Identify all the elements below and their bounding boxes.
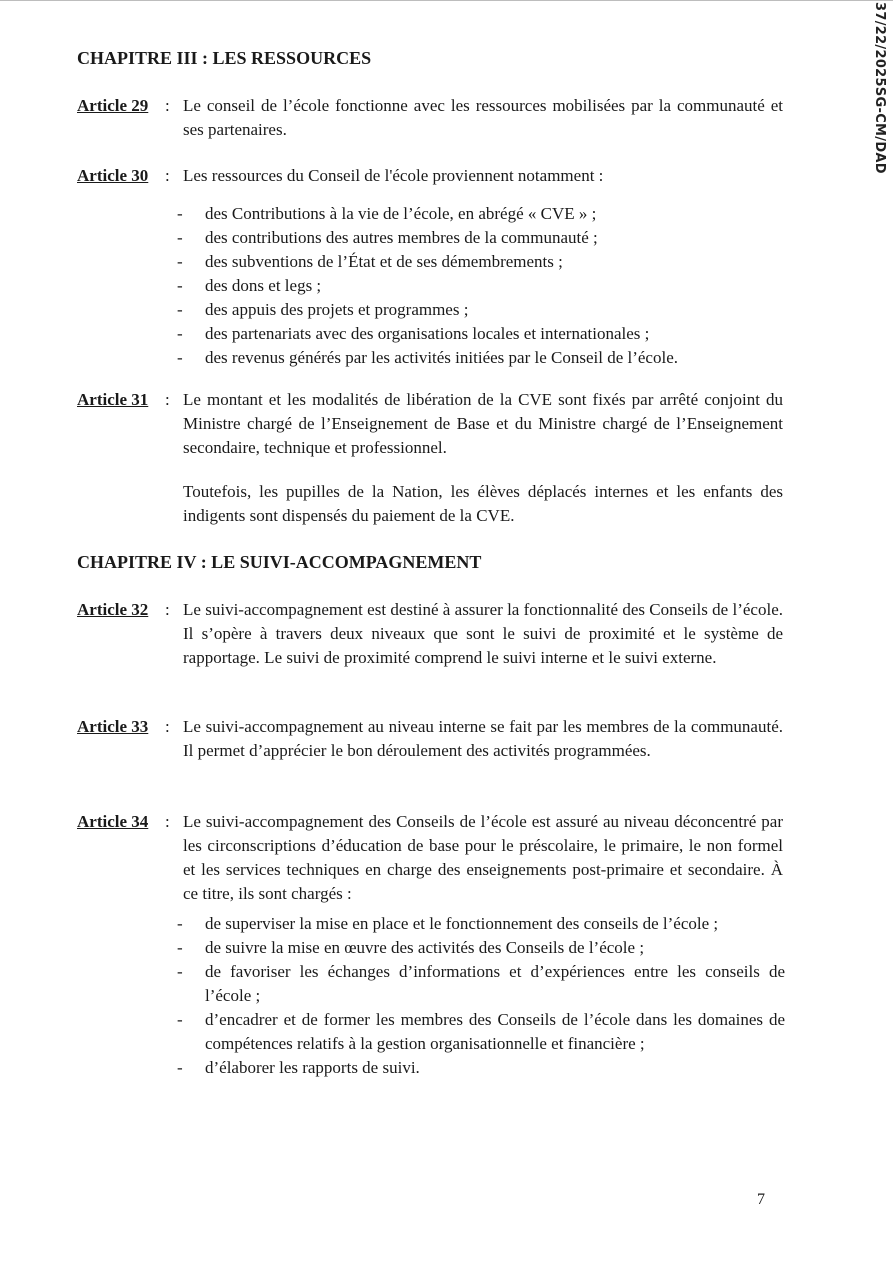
- article-32-number: Article 32: [77, 600, 149, 619]
- list-item: - de suivre la mise en œuvre des activités des Conseils de l’école ;: [175, 936, 785, 960]
- article-30-label: [77, 164, 148, 188]
- article-31-separator: :: [165, 390, 170, 409]
- list-item: - des partenariats avec des organisations locales et internationales ;: [175, 322, 785, 346]
- page-number: 7: [757, 1191, 765, 1208]
- article-34-body: [183, 810, 783, 906]
- article-30-list: [175, 202, 785, 370]
- list-item: - des dons et legs ;: [175, 274, 785, 298]
- list-item: - des contributions des autres membres de la communauté ;: [175, 226, 785, 250]
- reference-stamp: 37/22/2025SG-CM/DAD: [872, 2, 887, 174]
- article-33-label: [77, 715, 148, 739]
- article-32-label: [77, 598, 148, 622]
- article-32-text: Le suivi-accompagnement est destiné à assurer la fonctionnalité des Conseils de l’école. Il s’opère à travers deux niveaux que sont le suivi de proximité et le système de rapportage. Le suivi de proximité comprend le suivi interne et le suivi externe.: [183, 600, 783, 667]
- article-34-list: [175, 912, 785, 1080]
- article-31-body-2: [183, 480, 783, 528]
- list-item: - d’élaborer les rapports de suivi.: [175, 1056, 785, 1080]
- list-item: - des revenus générés par les activités initiées par le Conseil de l’école.: [175, 346, 785, 370]
- article-29-separator: :: [165, 96, 170, 115]
- article-30-body: [183, 164, 783, 188]
- article-29-body: [183, 94, 783, 142]
- article-30-text: Les ressources du Conseil de l'école proviennent notamment :: [183, 166, 604, 185]
- article-31-body: [183, 388, 783, 460]
- article-33-number: Article 33: [77, 717, 149, 736]
- article-29-label: [77, 94, 148, 118]
- list-item: - des appuis des projets et programmes ;: [175, 298, 785, 322]
- article-33-text: Le suivi-accompagnement au niveau interne se fait par les membres de la communauté. Il permet d’apprécier le bon déroulement des activités programmées.: [183, 717, 783, 760]
- list-item: - des subventions de l’État et de ses démembrements ;: [175, 250, 785, 274]
- article-32-body: [183, 598, 783, 670]
- article-32-separator: :: [165, 600, 170, 619]
- list-item: - d’encadrer et de former les membres des Conseils de l’école dans les domaines de compétences relatifs à la gestion organisationnelle et financière ;: [175, 1008, 785, 1056]
- article-30-separator: :: [165, 166, 170, 185]
- article-29-text: Le conseil de l’école fonctionne avec les ressources mobilisées par la communauté et ses partenaires.: [183, 96, 783, 139]
- article-30-number: Article 30: [77, 166, 149, 185]
- list-item: - de superviser la mise en place et le fonctionnement des conseils de l’école ;: [175, 912, 785, 936]
- article-31-number: Article 31: [77, 390, 149, 409]
- article-31-text-2: Toutefois, les pupilles de la Nation, les élèves déplacés internes et les enfants des indigents sont dispensés du paiement de la CVE.: [183, 482, 783, 525]
- list-item: - de favoriser les échanges d’informations et d’expériences entre les conseils de l’école ;: [175, 960, 785, 1008]
- chapter-3-heading: CHAPITRE III : LES RESSOURCES: [77, 48, 372, 68]
- article-33-separator: :: [165, 717, 170, 736]
- article-31-label: [77, 388, 148, 412]
- article-34-label: [77, 810, 148, 834]
- chapter-4-heading: CHAPITRE IV : LE SUIVI-ACCOMPAGNEMENT: [77, 552, 482, 572]
- article-29-number: Article 29: [77, 96, 149, 115]
- article-31-text-1: Le montant et les modalités de libération de la CVE sont fixés par arrêté conjoint du Ministre chargé de l’Enseignement de Base et du Ministre chargé de l’Enseignement secondaire, technique et professionnel.: [183, 390, 783, 457]
- article-34-text: Le suivi-accompagnement des Conseils de l’école est assuré au niveau déconcentré par les circonscriptions d’éducation de base pour le préscolaire, le primaire, le non formel et les services techniques en charge des enseignements post-primaire et secondaire. À ce titre, ils sont chargés :: [183, 812, 783, 903]
- article-34-number: Article 34: [77, 812, 149, 831]
- article-33-body: [183, 715, 783, 763]
- article-34-separator: :: [165, 812, 170, 831]
- list-item: - des Contributions à la vie de l’école, en abrégé « CVE » ;: [175, 202, 785, 226]
